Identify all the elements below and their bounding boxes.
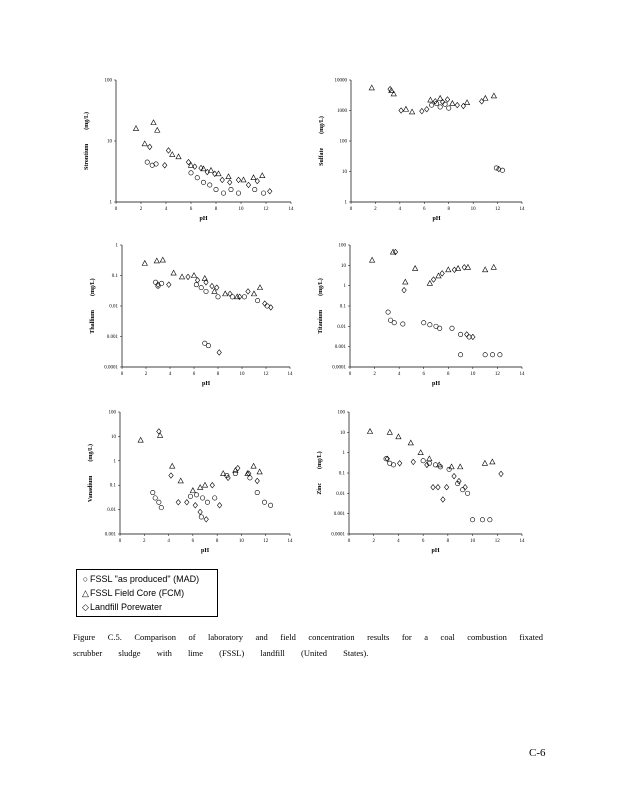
x-tick-label: 10 xyxy=(470,372,476,377)
y-tick-label: 0.01 xyxy=(336,491,345,497)
x-tick-label: 8 xyxy=(215,539,219,544)
data-point-porewater xyxy=(411,459,415,464)
data-point-mad xyxy=(465,491,469,495)
data-point-mad xyxy=(480,518,484,522)
y-tick-label: 0.001 xyxy=(104,532,116,538)
y-tick-label: 10 xyxy=(111,434,116,440)
data-point-mad xyxy=(447,467,451,471)
y-tick-label: 0.0001 xyxy=(332,365,346,371)
x-tick-label: 14 xyxy=(519,539,525,544)
y-axis-units: (mg/L) xyxy=(90,278,96,296)
data-point-fcm xyxy=(367,429,372,434)
y-tick-label: 0.001 xyxy=(106,335,118,340)
y-tick-label: 0.1 xyxy=(339,304,346,310)
data-point-porewater xyxy=(441,497,445,502)
y-axis-element: Strontium xyxy=(84,143,90,170)
x-tick-label: 10 xyxy=(238,207,244,212)
y-tick-label: 100 xyxy=(337,410,345,416)
y-tick-label: 10000 xyxy=(334,78,347,84)
diamond-marker-icon: ◇ xyxy=(82,602,89,612)
x-tick-label: 2 xyxy=(144,372,148,377)
data-point-porewater xyxy=(452,473,456,478)
x-tick-label: 12 xyxy=(494,372,500,377)
x-tick-label: 6 xyxy=(189,207,193,212)
x-tick-label: 8 xyxy=(216,372,220,377)
y-axis-label xyxy=(316,451,323,494)
y-tick-label: 0.0001 xyxy=(104,365,118,371)
y-tick-label: 0.1 xyxy=(109,483,116,489)
y-tick-label: 100 xyxy=(338,243,346,249)
y-axis-units: (mg/L) xyxy=(318,278,324,296)
y-tick-label: 10 xyxy=(340,430,345,436)
y-tick-label: 100 xyxy=(104,78,112,84)
x-tick-label: 2 xyxy=(139,207,143,212)
data-point-fcm xyxy=(427,456,432,461)
data-point-mad xyxy=(488,518,492,522)
x-tick-label: 10 xyxy=(239,372,245,377)
x-axis-label: pH xyxy=(201,381,211,387)
y-tick-label: 10 xyxy=(107,139,112,145)
x-tick-label: 8 xyxy=(446,539,450,544)
x-tick-label: 0 xyxy=(120,372,124,377)
y-axis-element: Vanadium xyxy=(88,475,94,503)
x-tick-label: 6 xyxy=(191,539,195,544)
x-tick-label: 10 xyxy=(470,207,476,212)
x-tick-label: 12 xyxy=(263,539,269,544)
y-axis-element: Zinc xyxy=(317,483,323,495)
data-point-porewater xyxy=(457,478,461,483)
data-point-porewater xyxy=(463,485,467,490)
x-tick-label: 8 xyxy=(447,372,450,377)
y-axis-units: (mg/L) xyxy=(319,116,325,134)
x-axis-label: pH xyxy=(431,548,440,554)
x-tick-label: 4 xyxy=(167,539,170,544)
y-tick-label: 10 xyxy=(341,263,346,269)
legend-entry-porewater xyxy=(81,600,213,614)
data-point-fcm xyxy=(482,460,487,465)
x-tick-label: 12 xyxy=(263,207,269,212)
triangle-marker-icon: △ xyxy=(82,588,89,598)
caption-line-1: Figure C.5. Comparison of laboratory and field concentration results for a coal combustion fixated xyxy=(73,632,543,642)
x-tick-label: 14 xyxy=(287,372,293,377)
data-point-fcm xyxy=(490,459,495,464)
x-tick-label: 14 xyxy=(288,207,294,212)
x-tick-label: 2 xyxy=(372,539,375,544)
x-tick-label: 0 xyxy=(118,539,122,544)
x-tick-label: 6 xyxy=(423,207,426,212)
legend-entry-mad xyxy=(81,572,213,586)
y-tick-label: 1000 xyxy=(337,109,347,114)
y-axis-element: Titanium xyxy=(318,309,324,334)
y-axis-units: (mg/L) xyxy=(84,112,90,130)
x-axis-label: pH xyxy=(431,381,441,387)
y-tick-label: 1 xyxy=(342,451,345,457)
x-tick-label: 0 xyxy=(347,539,351,544)
y-tick-label: 1 xyxy=(115,243,118,249)
circle-marker-icon: ○ xyxy=(82,574,89,584)
x-tick-label: 14 xyxy=(519,372,525,377)
y-tick-label: 0.001 xyxy=(333,512,345,518)
y-tick-label: 1 xyxy=(344,200,347,206)
data-point-fcm xyxy=(396,434,401,439)
x-tick-label: 6 xyxy=(421,539,425,544)
x-tick-label: 4 xyxy=(164,207,168,212)
x-tick-label: 14 xyxy=(287,539,293,544)
x-axis-label: pH xyxy=(199,216,208,222)
x-tick-label: 0 xyxy=(114,207,118,212)
x-tick-label: 4 xyxy=(398,207,402,212)
data-point-fcm xyxy=(387,430,392,435)
y-tick-label: 100 xyxy=(108,410,116,416)
y-tick-label: 0.001 xyxy=(334,345,346,351)
x-tick-label: 4 xyxy=(397,372,401,377)
y-tick-label: 0.1 xyxy=(111,274,118,279)
data-point-porewater xyxy=(499,471,503,476)
y-tick-label: 100 xyxy=(339,139,347,145)
y-tick-label: 1 xyxy=(343,284,346,290)
y-axis-units: (mg/L) xyxy=(317,451,323,469)
y-tick-label: 1 xyxy=(109,200,112,206)
x-tick-label: 14 xyxy=(519,207,525,212)
legend xyxy=(76,569,218,617)
data-point-fcm xyxy=(449,464,454,469)
data-point-porewater xyxy=(431,485,435,490)
legend-entry-fcm xyxy=(81,586,213,600)
x-tick-label: 2 xyxy=(143,539,146,544)
y-axis-units: (mg/L) xyxy=(88,443,94,462)
legend-label: FSSL Field Core (FCM) xyxy=(90,588,185,598)
y-tick-label: 0.0001 xyxy=(331,532,345,538)
legend-label: Landfill Porewater xyxy=(90,602,163,612)
page-number: C‑6 xyxy=(529,747,546,759)
data-point-porewater xyxy=(436,485,440,490)
x-tick-label: 4 xyxy=(168,372,172,377)
x-tick-label: 2 xyxy=(374,207,377,212)
x-tick-label: 10 xyxy=(470,539,476,544)
y-tick-label: 10 xyxy=(342,170,347,175)
y-axis-element: Thallium xyxy=(90,309,96,334)
x-tick-label: 12 xyxy=(494,539,500,544)
data-point-fcm xyxy=(418,450,423,455)
x-axis-label: pH xyxy=(432,216,441,222)
x-tick-label: 12 xyxy=(263,372,269,377)
y-tick-label: 1 xyxy=(113,459,116,465)
x-tick-label: 6 xyxy=(192,372,196,377)
data-point-porewater xyxy=(444,485,448,490)
x-tick-label: 12 xyxy=(495,207,501,212)
x-tick-label: 0 xyxy=(349,207,353,212)
y-tick-label: 0.01 xyxy=(109,304,118,310)
data-point-fcm xyxy=(408,440,413,445)
caption-line-2: scrubber sludge with lime (FSSL) landfill (United States). xyxy=(73,648,369,658)
y-tick-label: 0.01 xyxy=(107,508,116,514)
figure-caption xyxy=(73,629,543,661)
y-tick-label: 0.01 xyxy=(337,324,346,330)
legend-label: FSSL "as produced" (MAD) xyxy=(90,574,200,584)
x-tick-label: 2 xyxy=(373,372,376,377)
x-tick-label: 8 xyxy=(214,207,218,212)
y-axis-element: Sulfate xyxy=(319,147,325,166)
x-tick-label: 4 xyxy=(397,539,400,544)
x-tick-label: 8 xyxy=(447,207,450,212)
x-tick-label: 0 xyxy=(348,372,352,377)
data-point-mad xyxy=(421,459,425,463)
data-point-mad xyxy=(460,488,464,492)
y-tick-label: 0.1 xyxy=(338,471,345,477)
data-point-mad xyxy=(391,463,395,467)
data-point-porewater xyxy=(397,461,401,466)
x-tick-label: 6 xyxy=(422,372,425,377)
x-tick-label: 10 xyxy=(238,539,244,544)
data-point-mad xyxy=(470,518,474,522)
x-axis-label: pH xyxy=(200,548,210,554)
data-point-fcm xyxy=(458,464,463,469)
